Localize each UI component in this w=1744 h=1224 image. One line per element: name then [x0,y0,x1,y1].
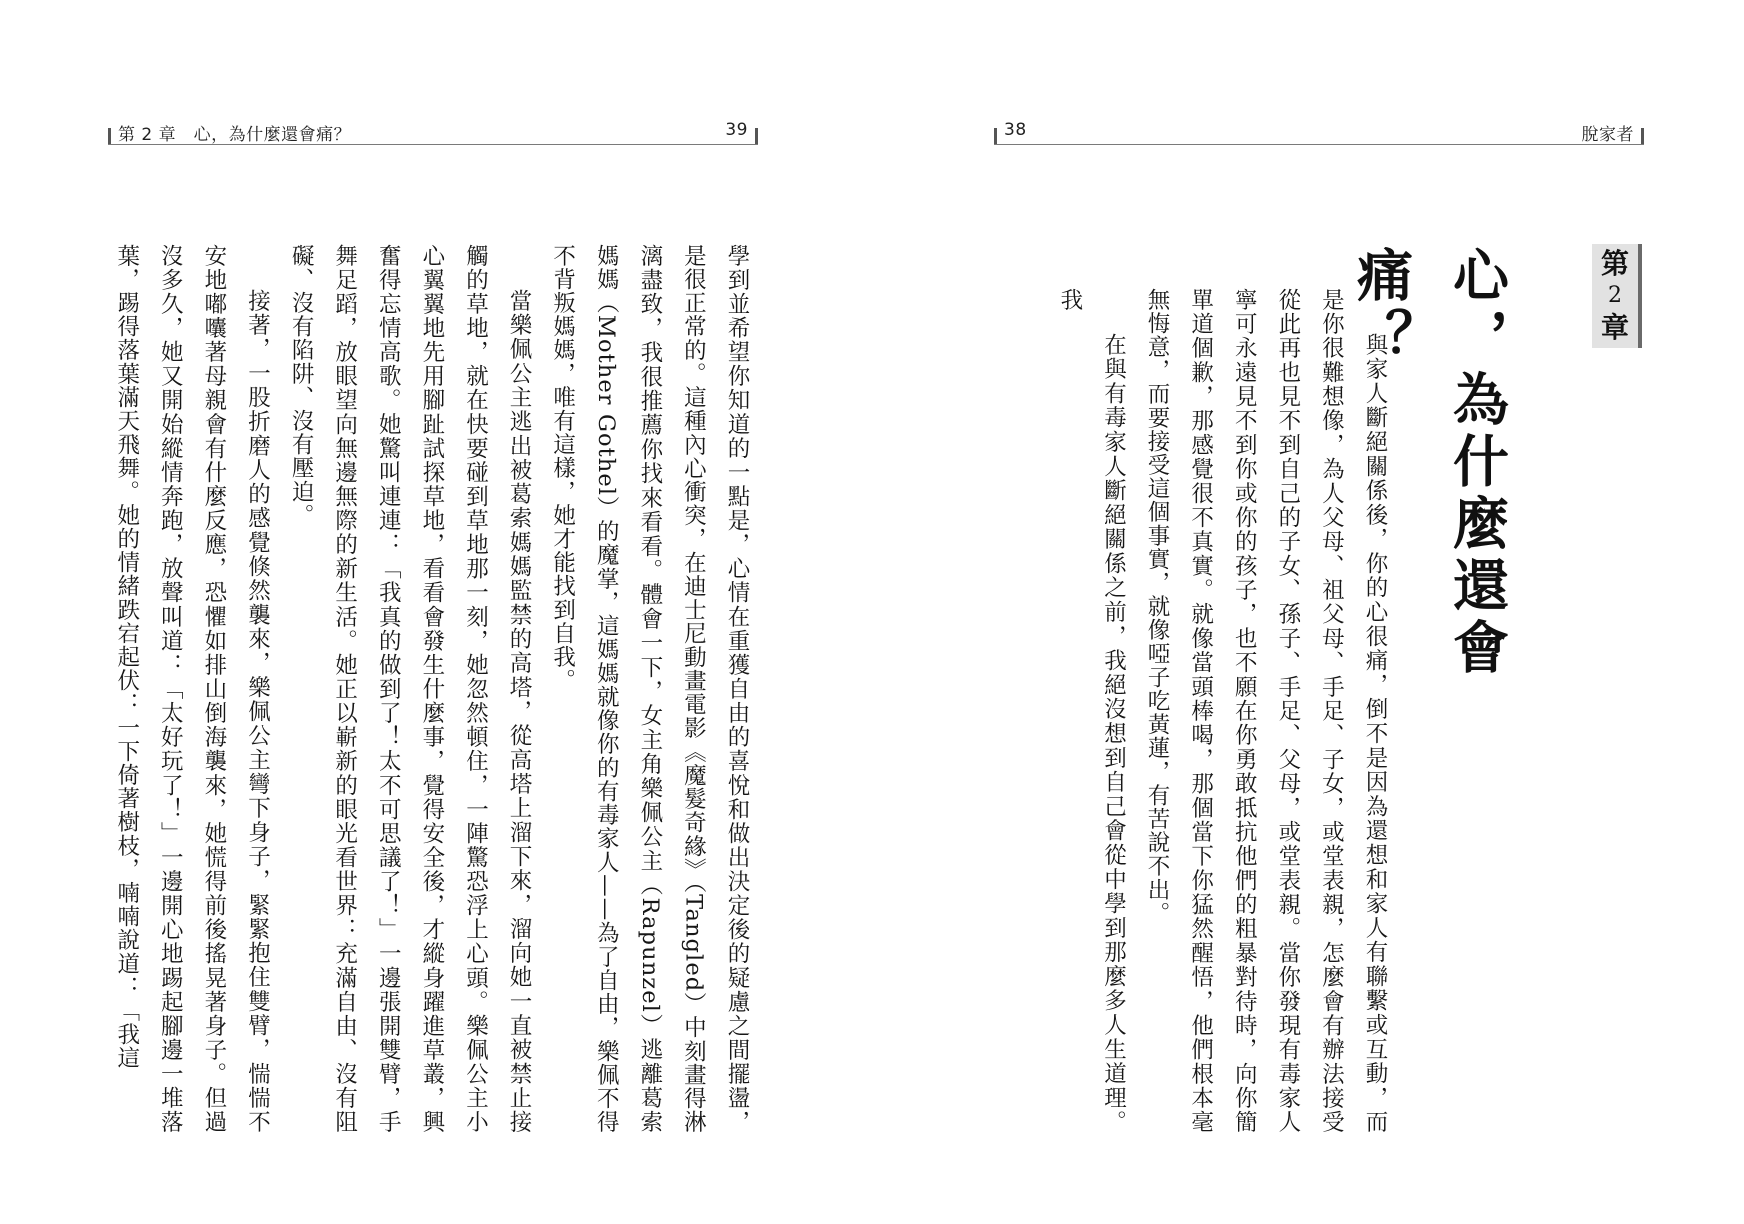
paragraph: 學到並希望你知道的一點是，心情在重獲自由的喜悅和做出決定後的疑慮之間擺盪，是很正常的。這種內心衝突，在迪士尼動畫電影《魔髮奇緣》（Tangled）中刻畫得淋漓盡致，我很推薦你找來看看。體會一下，女主角樂佩公主（Rapunzel）逃離葛索媽媽（Mother Gothel）的魔掌，這媽媽就像你的有毒家人——為了自由，樂佩不得不背叛媽媽，唯有這樣，她才能找到自我。 [549,244,750,1134]
body-text [112,244,758,1134]
chapter-badge-char: 章 [1600,311,1629,344]
body-text [994,288,1396,1134]
running-header [994,118,1644,145]
chapter-title: 心，為什麼還會痛？ [1348,246,1509,680]
paragraph: 在與有毒家人斷絕關係之前，我絕沒想到自己會從中學到那麼多人生道理。我 [1056,288,1127,1134]
right-page [872,0,1744,1224]
header-marker-bar [755,128,758,144]
paragraph: 與家人斷絕關係後，你的心很痛，倒不是因為還想和家人有聯繫或互動，而是你很難想像，為人父母、祖父母、手足、子女，或堂表親，怎麼會有辦法接受從此再也見不到自己的子女、孫子、手足、父母，或堂表親。當你發現有毒家人寧可永遠見不到你或你的孩子，也不願在你勇敢抵抗他們的粗暴對待時，向你簡單道個歉，那感覺很不真實。就像當頭棒喝，那個當下你猛然醒悟，他們根本毫無悔意，而要接受這個事實，就像啞子吃黃蓮，有苦說不出。 [1144,288,1388,1134]
chapter-badge-number: 2 [1608,283,1622,308]
running-header [108,118,758,145]
chapter-badge [1592,244,1642,348]
page-number: 38 [1004,120,1027,140]
header-marker-bar [108,128,111,144]
header-book-title: 脫家者 [1581,125,1634,145]
header-marker-bar [1641,128,1644,144]
header-marker-bar [994,128,997,144]
paragraph: 接著，一股折磨人的感覺倏然襲來，樂佩公主彎下身子，緊緊抱住雙臂，惴惴不安地嘟囔著母親會有什麼反應，恐懼如排山倒海襲來，她慌得前後搖晃著身子。但過沒多久，她又開始縱情奔跑，放聲叫道：「太好玩了！」一邊開心地踢起腳邊一堆落葉，踢得落葉滿天飛舞。她的情緒跌宕起伏：一下倚著樹枝，喃喃說道：「我這 [113,244,271,1134]
header-chapter-title: 第 2 章 心，為什麼還會痛？ [118,125,352,145]
page-number: 39 [725,120,748,140]
paragraph: 當樂佩公主逃出被葛索媽媽監禁的高塔，從高塔上溜下來，溜向她一直被禁止接觸的草地，就在快要碰到草地那一刻，她忽然頓住，一陣驚恐浮上心頭。樂佩公主小心翼翼地先用腳趾試探草地，看看會發生什麼事，覺得安全後，才縱身躍進草叢，興奮得忘情高歌。她驚叫連連：「我真的做到了！太不可思議了！」一邊張開雙臂，手舞足蹈，放眼望向無邊無際的新生活。她正以嶄新的眼光看世界：充滿自由、沒有阻礙、沒有陷阱、沒有壓迫。 [288,244,533,1134]
chapter-badge-char: 第 [1600,247,1629,280]
